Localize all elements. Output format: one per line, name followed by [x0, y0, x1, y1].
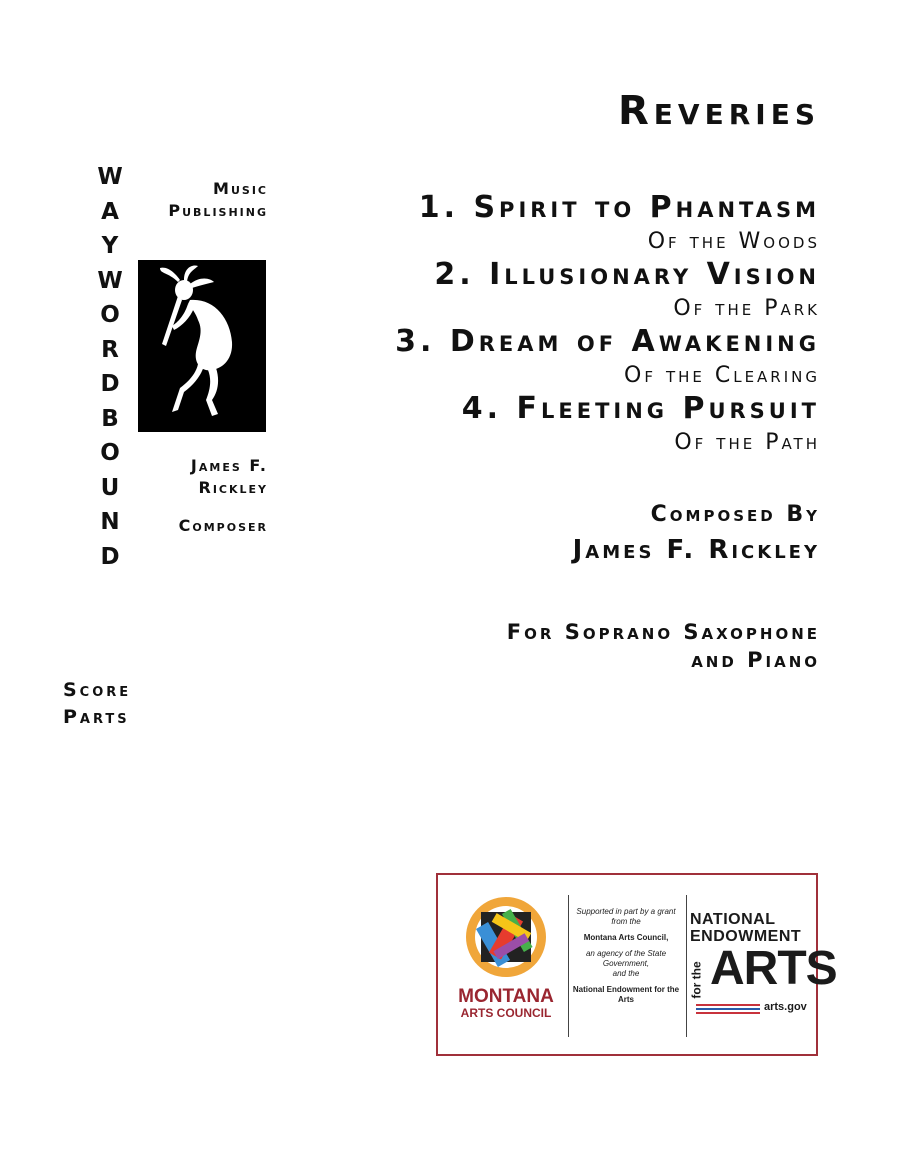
wordmark-letter: U [100, 474, 120, 501]
movement-4 [395, 391, 820, 458]
instrumentation [507, 618, 820, 674]
publisher-line: Music [213, 179, 268, 198]
support-line: and the [612, 969, 640, 978]
movement-subtitle: Of the Path [674, 430, 820, 455]
support-line: National Endowment for the Arts [572, 985, 680, 1004]
name-line: James F. [190, 456, 268, 475]
nea-endowment: ENDOWMENT [690, 928, 802, 945]
movement-list [395, 190, 820, 458]
nea-logo [689, 911, 837, 1013]
wordmark-letter: A [101, 198, 119, 225]
publisher-line: Publishing [168, 201, 268, 220]
wordmark-letter: Y [101, 233, 119, 259]
publisher-vertical-wordmark [95, 160, 125, 574]
movement-subtitle: Of the Woods [647, 229, 820, 254]
movement-title: 3. Dream of Awakening [395, 324, 820, 359]
grant-divider [686, 895, 687, 1037]
publisher-role: Composer [178, 516, 268, 535]
movement-title: 2. Illusionary Vision [434, 257, 820, 292]
montana-arts-council-emblem-icon [464, 895, 548, 979]
publisher-composer-name [150, 455, 268, 499]
instrumentation-line: and Piano [691, 648, 820, 672]
wordmark-letter: B [101, 405, 119, 432]
kokopelli-icon [138, 260, 266, 432]
wordmark-letter: W [97, 164, 123, 190]
movement-subtitle: Of the Clearing [624, 363, 820, 388]
support-line: Supported in part by a grant from the [576, 907, 676, 926]
instrumentation-line: For Soprano Saxophone [506, 620, 820, 644]
wordmark-letter: D [100, 371, 120, 397]
composer-block [573, 502, 820, 565]
wordmark-letter: O [100, 440, 120, 466]
movement-title: 1. Spirit to Phantasm [418, 190, 820, 225]
montana-arts-council-logo [446, 895, 566, 1020]
movement-1 [395, 190, 820, 257]
format-parts: Parts [63, 706, 130, 728]
nea-stripes [696, 1004, 760, 1016]
movement-title: 4. Fleeting Pursuit [461, 391, 820, 426]
format-score: Score [63, 679, 132, 701]
kokopelli-logo [138, 260, 266, 432]
wordmark-letter: D [100, 543, 120, 570]
movement-3 [395, 324, 820, 391]
wordmark-letter: N [100, 509, 120, 535]
name-line: Rickley [198, 478, 268, 497]
grant-support-text [570, 907, 682, 1011]
nea-url: arts.gov [764, 1001, 807, 1013]
score-title: Reveries [618, 88, 820, 134]
mac-name: MONTANA [458, 986, 554, 1007]
movement-subtitle: Of the Park [673, 296, 820, 321]
wordmark-letter: R [101, 336, 119, 363]
support-line: Montana Arts Council, [583, 933, 669, 942]
wordmark-letter: O [100, 302, 120, 328]
format-list [63, 677, 131, 731]
composer-name: James F. Rickley [572, 535, 820, 565]
support-line: an agency of the State Government, [585, 949, 667, 968]
nea-arts: ARTS [710, 942, 837, 995]
movement-2 [395, 257, 820, 324]
wordmark-letter: W [97, 267, 123, 294]
mac-subtitle: ARTS COUNCIL [460, 1006, 552, 1020]
publisher-label [150, 178, 268, 222]
nea-national: NATIONAL [690, 911, 776, 928]
composed-by-label: Composed By [650, 502, 820, 527]
grant-acknowledgement [436, 873, 837, 1056]
nea-for-the: for the [689, 961, 704, 999]
grant-divider [568, 895, 569, 1037]
